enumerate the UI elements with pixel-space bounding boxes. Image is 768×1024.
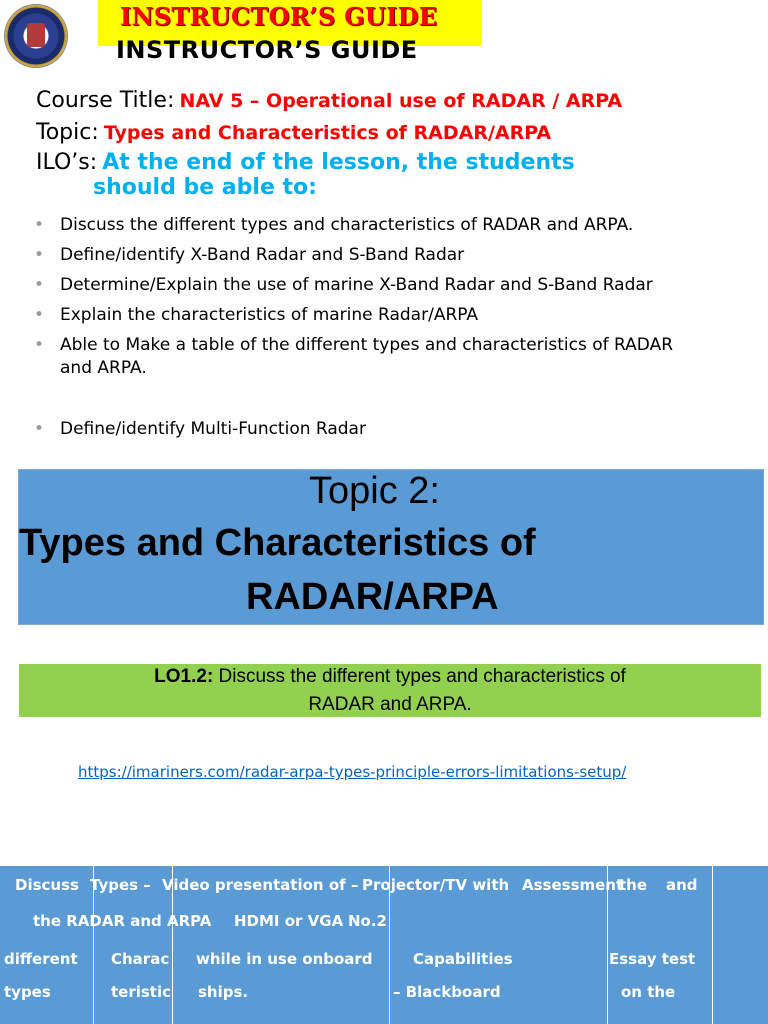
topic-label: Topic: [36,120,99,145]
topic-heading-line1: Types and Characteristics of [19,522,536,564]
table-divider [712,866,713,1024]
table-cell: Types – [90,876,151,894]
table-cell: ships. [198,983,249,1001]
lo-text-line1: Discuss the different types and characteristics of [218,666,626,687]
list-item: • Determine/Explain the use of marine X-Band Radar and S-Band Radar [34,275,653,295]
course-title-label: Course Title: [36,88,175,113]
table-cell: No.2 [348,912,387,930]
banner-title-black: INSTRUCTOR’S GUIDE [116,36,418,64]
banner-title-red: INSTRUCTOR’S GUIDE [120,2,438,31]
table-cell: the RADAR and ARPA [33,912,212,930]
ilo-row [36,150,736,200]
course-title-row [36,88,622,113]
list-item: • Explain the characteristics of marine Radar/ARPA [34,305,479,325]
table-cell: HDMI or VGA [234,912,344,930]
ilo-intro-line1: At the end of the lesson, the students [102,150,575,175]
table-cell: while in use onboard [196,950,373,968]
ilo-list [34,214,734,448]
topic-heading-line2: RADAR/ARPA [246,576,499,618]
lo-code: LO1.2: [154,666,214,687]
bullet-icon: • [34,275,45,295]
bullet-icon: • [34,215,45,235]
bullet-icon: • [34,245,45,265]
table-cell: different [4,950,78,968]
topic-number: Topic 2: [309,470,440,512]
table-cell: Assessment [522,876,624,894]
list-item: • Discuss the different types and characteristics of RADAR and ARPA. [34,215,634,235]
table-cell: and [666,876,698,894]
table-cell: types [4,983,51,1001]
list-item: • Able to Make a table of the different types and characteristics of RADAR and ARPA. [34,335,674,378]
list-item: • Define/identify X-Band Radar and S-Band Radar [34,245,465,265]
topic-value: Types and Characteristics of RADAR/ARPA [103,122,552,144]
ilo-intro-line2: should be able to: [93,175,317,200]
course-title-value: NAV 5 – Operational use of RADAR / ARPA [179,90,623,112]
topic-row [36,120,551,145]
table-cell: on the [621,983,676,1001]
table-cell: Projector/TV with [362,876,510,894]
table-cell: the [619,876,648,894]
list-item: • Define/identify Multi-Function Radar [34,419,366,439]
bullet-icon: • [34,305,45,325]
reference-link[interactable]: https://imariners.com/radar-arpa-types-principle-errors-limitations-setup/ [78,763,627,781]
table-cell: – Blackboard [393,983,501,1001]
table-cell: Charac [111,950,170,968]
ilo-label: ILO’s: [36,150,98,175]
table-cell: Video presentation of – [162,876,359,894]
school-logo [5,5,67,67]
table-cell: Capabilities [413,950,513,968]
lo-text-line2: RADAR and ARPA. [308,694,472,715]
lo-text [20,663,760,719]
table-cell: teristic [111,983,172,1001]
bullet-icon: • [34,335,45,355]
shield-icon [27,23,45,47]
bullet-icon: • [34,419,45,439]
table-cell: Essay test [609,950,696,968]
table-cell: Discuss [15,876,79,894]
